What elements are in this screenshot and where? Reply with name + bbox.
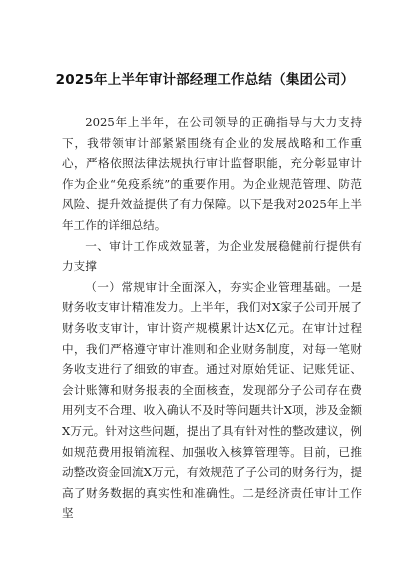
document-body (62, 112, 362, 524)
intro-paragraph: 2025年上半年，在公司领导的正确指导与大力支持下，我带领审计部紧紧围绕有企业的发展战略和工作重心，严格依照法律法规执行审计监督职能，充分彰显审计作为企业“免疫系统”的重要作用。为企业规范管理、防范风险、提升效益提供了有力保障。以下是我对2025年上半年工作的详细总结。 (62, 115, 362, 232)
document-title: 2025年上半年审计部经理工作总结（集团公司） (55, 72, 355, 88)
body-paragraph: （一）常规审计全面深入，夯实企业管理基础。一是财务收支审计精准发力。上半年，我们对X家子公司开展了财务收支审计，审计资产规模累计达X亿元。在审计过程中，我们严格遵守审计准则和企业财务制度，对每一笔财务收支进行了细致的审查。通过对原始凭证、记账凭证、会计账簿和财务报表的全面核查，发现部分子公司存在费用列支不合理、收入确认不及时等问题共计X项，涉及金额X万元。针对这些问题，提出了具有针对性的整改建议，例如规范费用报销流程、加强收入核算管理等。目前，已推动整改资金回流X万元，有效规范了子公司的财务行为，提高了财务数据的真实性和准确性。二是经济责任审计工作坚 (62, 279, 362, 521)
section-heading: 一、审计工作成效显著，为企业发展稳健前行提供有力支撑 (62, 238, 362, 274)
